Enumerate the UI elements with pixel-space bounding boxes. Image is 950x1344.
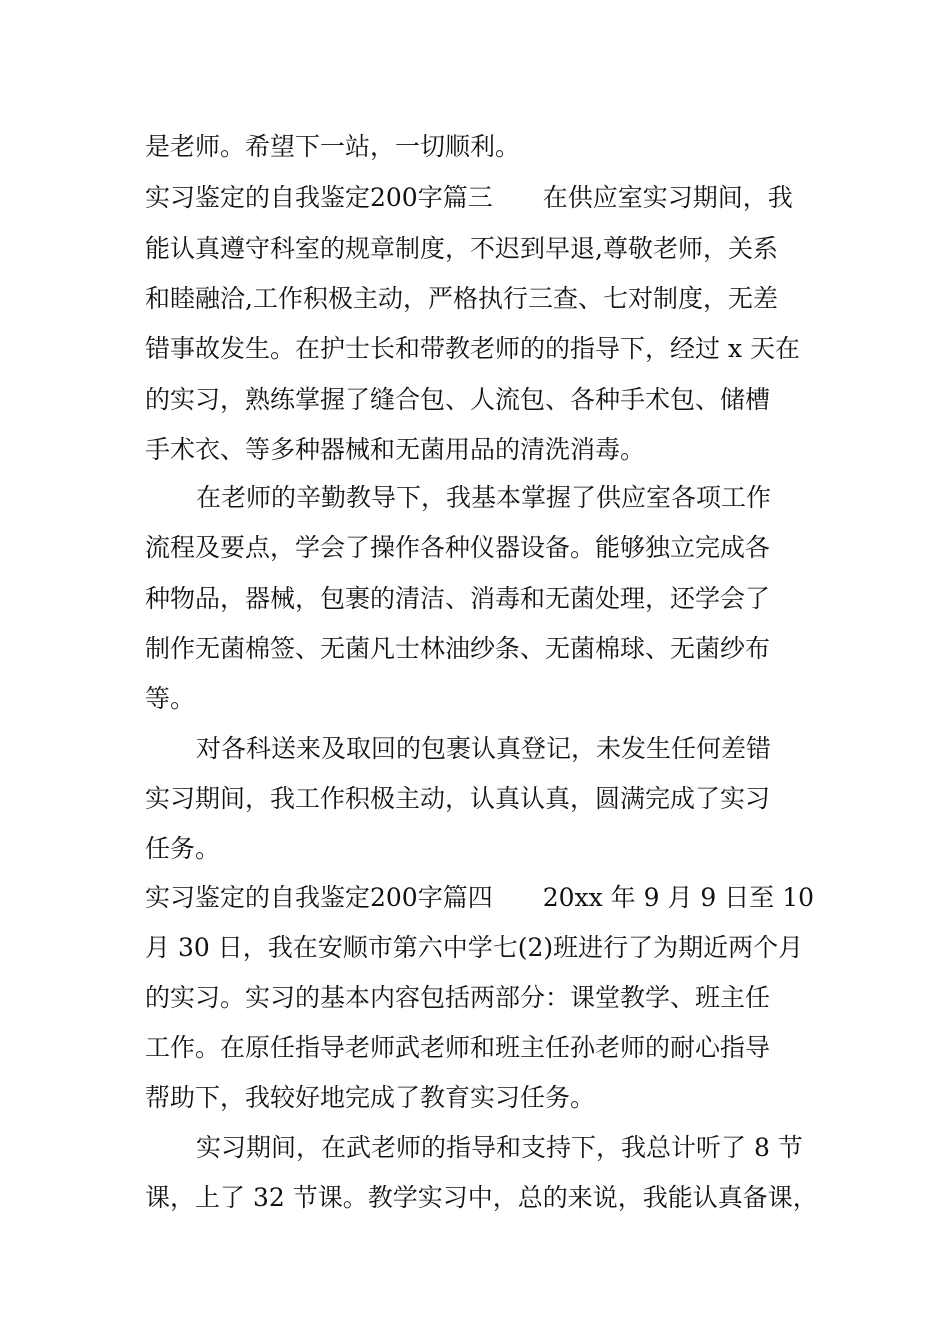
text-line: 能认真遵守科室的规章制度，不迟到早退,尊敬老师，关系: [145, 234, 778, 263]
text-line: 手术衣、等多种器械和无菌用品的清洗消毒。: [145, 435, 646, 464]
text-line: 的实习，熟练掌握了缝合包、人流包、各种手术包、储槽: [145, 385, 771, 414]
text-line: 实习期间，我工作积极主动，认真认真，圆满完成了实习: [145, 784, 771, 813]
text-line: 种物品，器械，包裹的清洁、消毒和无菌处理，还学会了: [145, 584, 771, 613]
section-heading-line: 实习鉴定的自我鉴定200字篇四 20xx 年 9 月 9 日至 10: [145, 883, 815, 912]
text-line: 制作无菌棉签、无菌凡士林油纱条、无菌棉球、无菌纱布: [145, 634, 771, 663]
paragraph-first-line: 实习期间，在武老师的指导和支持下，我总计听了 8 节: [196, 1133, 803, 1162]
text-line: 月 30 日，我在安顺市第六中学七(2)班进行了为期近两个月: [145, 933, 804, 962]
text-line: 课，上了 32 节课。教学实习中，总的来说，我能认真备课，: [145, 1183, 818, 1212]
text-line: 和睦融洽,工作积极主动，严格执行三查、七对制度，无差: [145, 284, 778, 313]
text-line: 流程及要点，学会了操作各种仪器设备。能够独立完成各: [145, 533, 771, 562]
text-line: 工作。在原任指导老师武老师和班主任孙老师的耐心指导: [145, 1033, 771, 1062]
text-line: 错事故发生。在护士长和带教老师的的指导下，经过 x 天在: [145, 334, 800, 363]
paragraph-first-line: 对各科送来及取回的包裹认真登记，未发生任何差错: [196, 734, 772, 763]
section-heading-line: 实习鉴定的自我鉴定200字篇三 在供应室实习期间，我: [145, 183, 793, 212]
text-line: 是老师。希望下一站，一切顺利。: [145, 132, 521, 161]
text-line: 帮助下，我较好地完成了教育实习任务。: [145, 1083, 596, 1112]
text-line: 的实习。实习的基本内容包括两部分：课堂教学、班主任: [145, 983, 771, 1012]
text-line: 等。: [145, 684, 196, 713]
text-line: 任务。: [145, 834, 221, 863]
paragraph-first-line: 在老师的辛勤教导下，我基本掌握了供应室各项工作: [196, 483, 772, 512]
